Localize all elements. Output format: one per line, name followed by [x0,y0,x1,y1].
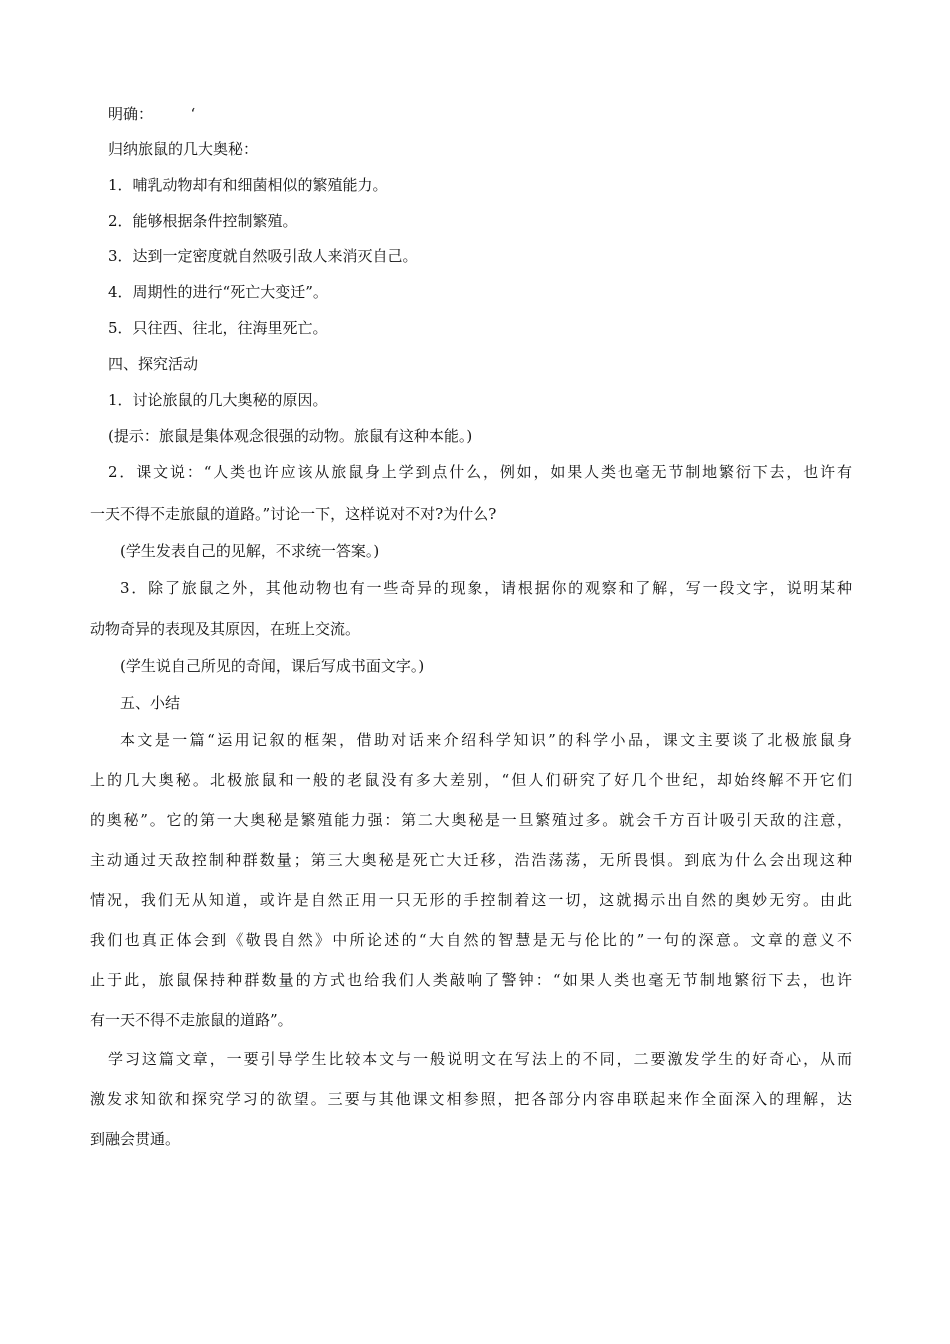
hint-text: (学生说自己所见的奇闻，课后写成书面文字。) [120,657,425,675]
text-line: 归纳旅鼠的几大奥秘： [108,140,259,158]
list-item: 2．能够根据条件控制繁殖。 [108,212,298,230]
text-line: 激发求知欲和探究学习的欲望。三要与其他课文相参照，把各部分内容串联起来作全面深入的理解，达 [90,1090,852,1108]
list-item: 4．周期性的进行“死亡大变迁”。 [108,283,328,301]
text-line: 情况，我们无从知道，或许是自然正用一只无形的手控制着这一切，这就揭示出自然的奥妙无穷。由此 [90,891,852,909]
text-line: 有一天不得不走旅鼠的道路”。 [90,1011,293,1029]
text-line: 2．课文说：“人类也许应该从旅鼠身上学到点什么，例如，如果人类也毫无节制地繁衍下去，也许有 [108,463,852,481]
section-heading: 四、探究活动 [108,355,199,373]
section-heading: 五、小结 [120,694,181,712]
list-item: 1．讨论旅鼠的几大奥秘的原因。 [108,391,328,409]
text-line: 一天不得不走旅鼠的道路。”讨论一下，这样说对不对?为什么? [90,505,497,523]
text-line: 止于此，旅鼠保持种群数量的方式也给我们人类敲响了警钟：“如果人类也毫无节制地繁衍下去，也许 [90,971,852,989]
text-line: 学习这篇文章，一要引导学生比较本文与一般说明文在写法上的不同，二要激发学生的好奇心，从而 [108,1050,852,1068]
text-line: 明确： ‘ [108,105,196,123]
text-line: 3．除了旅鼠之外，其他动物也有一些奇异的现象，请根据你的观察和了解，写一段文字，说明某种 [120,579,852,597]
hint-text: (学生发表自己的见解，不求统一答案。) [120,542,380,560]
text-line: 主动通过天敌控制种群数量；第三大奥秘是死亡大迁移，浩浩荡荡，无所畏惧。到底为什么会出现这种 [90,851,852,869]
text-line: 本文是一篇“运用记叙的框架，借助对话来介绍科学知识”的科学小品，课文主要谈了北极旅鼠身 [120,731,852,749]
list-item: 5．只往西、往北，往海里死亡。 [108,319,328,337]
text-line: 我们也真正体会到《敬畏自然》中所论述的“大自然的智慧是无与伦比的”一句的深意。文章的意义不 [90,931,852,949]
list-item: 1．哺乳动物却有和细菌相似的繁殖能力。 [108,176,388,194]
text-line: 到融会贯通。 [90,1130,181,1148]
text-line: 上的几大奥秘。北极旅鼠和一般的老鼠没有多大差别，“但人们研究了好几个世纪，却始终解不开它们 [90,771,852,789]
list-item: 3．达到一定密度就自然吸引敌人来消灭自己。 [108,247,418,265]
text-line: 动物奇异的表现及其原因，在班上交流。 [90,620,361,638]
text-line: 的奥秘”。它的第一大奥秘是繁殖能力强：第二大奥秘是一旦繁殖过多。就会千方百计吸引天敌的注意， [90,811,852,829]
hint-text: (提示：旅鼠是集体观念很强的动物。旅鼠有这种本能。) [108,427,473,445]
